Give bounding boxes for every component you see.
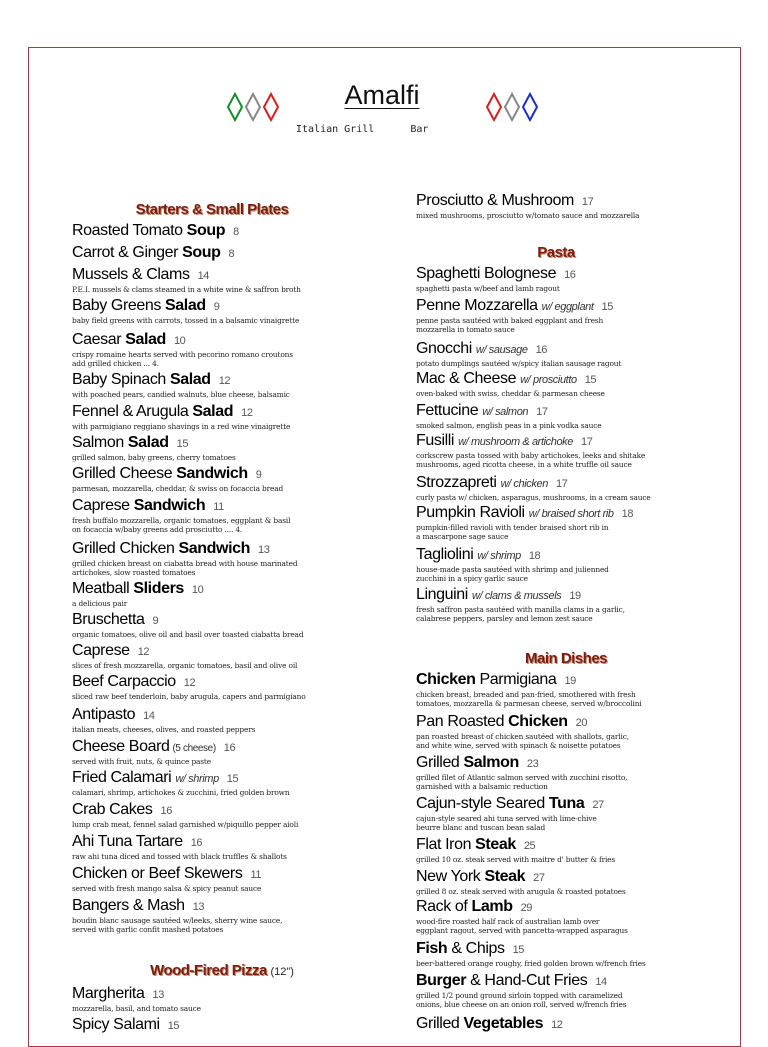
menu-item-name [72, 580, 372, 599]
menu-item-name [72, 985, 372, 1004]
menu-item [416, 546, 716, 583]
menu-item [72, 580, 372, 608]
menu-item-price: 15 [176, 438, 189, 450]
menu-item-price: 12 [218, 375, 231, 387]
menu-item-option: w/ salmon [482, 406, 529, 418]
section-heading-text: Pasta [537, 244, 575, 261]
menu-item-description: house-made pasta sautéed with shrimp and julienned zucchini in a spicy garlic sauce [416, 565, 609, 583]
menu-item-name-bold: Soup [182, 244, 221, 261]
menu-item [72, 611, 372, 639]
menu-item-name [72, 611, 372, 630]
menu-item-description: calamari, shrimp, artichokes & zucchini, fried golden brown [72, 788, 290, 797]
menu-item-name-text: Fettucine [416, 402, 479, 419]
menu-item-name-text: Margherita [72, 985, 145, 1002]
menu-item-description: spaghetti pasta w/beef and lamb ragout [416, 284, 560, 293]
menu-item-name [72, 865, 372, 884]
menu-item-description: penne pasta sautéed with baked eggplant and fresh mozzarella in tomato sauce [416, 316, 604, 334]
menu-item-price: 17 [581, 196, 594, 208]
menu-item-price: 20 [575, 717, 588, 729]
menu-item-name-text: Grilled Chicken [72, 540, 179, 557]
menu-item-name-text: Strozzapreti [416, 474, 497, 491]
menu-item-name-text: Fried Calamari [72, 769, 172, 786]
menu-item-name [416, 713, 716, 732]
menu-item-name-text: Caesar [72, 331, 126, 348]
menu-item-description: lump crab meat, fennel salad garnished w/piquillo pepper aioli [72, 820, 299, 829]
menu-item-name [72, 297, 372, 316]
menu-item-name-bold: Salad [125, 331, 166, 348]
menu-item-name [416, 432, 716, 451]
menu-item-name-text: Chicken or Beef Skewers [72, 865, 243, 882]
menu-item-description: P.E.I. mussels & clams steamed in a white wine & saffron broth [72, 285, 301, 294]
menu-item-name [416, 898, 716, 917]
menu-item [72, 865, 372, 893]
menu-item-name-bold: Steak [475, 836, 516, 853]
menu-item-description: cajun-style seared ahi tuna served with lime-chive beurre blanc and tuscan bean salad [416, 814, 597, 832]
menu-item-price: 10 [191, 584, 204, 596]
menu-item-name-text: & Hand-Cut Fries [466, 972, 588, 989]
menu-item [416, 504, 716, 541]
menu-item-name [416, 586, 716, 605]
menu-item-name-bold: Sliders [133, 580, 184, 597]
menu-item [72, 465, 372, 493]
menu-item-name [416, 1015, 716, 1034]
menu-item [416, 297, 716, 334]
menu-item [416, 474, 716, 502]
menu-item [72, 642, 372, 670]
menu-item [72, 833, 372, 861]
menu-item-name-bold: Steak [484, 868, 526, 885]
menu-item-description: served with fruit, nuts, & quince paste [72, 757, 211, 766]
menu-item-price: 25 [523, 840, 536, 852]
menu-item-option: w/ prosciutto [520, 374, 577, 386]
menu-item [72, 297, 372, 325]
menu-item-description: smoked salmon, english peas in a pink vodka sauce [416, 421, 602, 430]
menu-item-portion: (5 cheese) [172, 743, 216, 754]
menu-item [416, 898, 716, 935]
menu-item-name-text: Grilled [416, 754, 464, 771]
menu-item-name-text: Spaghetti Bolognese [416, 265, 557, 282]
menu-item-price: 11 [250, 869, 262, 881]
menu-item [416, 671, 716, 708]
menu-item-price: 12 [183, 677, 196, 689]
menu-item [416, 713, 716, 750]
menu-item-description: grilled 10 oz. steak served with maitre d' butter & fries [416, 855, 616, 864]
menu-item-price: 9 [213, 301, 220, 313]
restaurant-title: Amalfi [344, 80, 420, 110]
menu-item-name [416, 795, 716, 814]
menu-item-name [72, 222, 372, 241]
menu-item [416, 940, 716, 968]
menu-item-price: 16 [190, 837, 203, 849]
menu-item-description: pan roasted breast of chicken sautéed with shallots, garlic, and white wine, served with spinach & noisette potatoes [416, 732, 629, 750]
menu-item-name [72, 331, 372, 350]
menu-item-name-text: Grilled [416, 1015, 464, 1032]
menu-item-name-bold: Salad [165, 297, 206, 314]
menu-item-description: potato dumplings sautéed w/spicy italian sausage ragout [416, 359, 622, 368]
menu-item-price: 12 [551, 1019, 563, 1031]
menu-item-name-bold: Fish [416, 940, 448, 957]
section-heading-text: Main Dishes [524, 650, 608, 667]
menu-item-price: 12 [137, 646, 150, 658]
section-heading-text: Starters & Small Plates [135, 201, 289, 218]
menu-item [416, 1015, 716, 1034]
menu-item [72, 1016, 372, 1035]
menu-item-name-text: Roasted Tomato [72, 222, 187, 239]
menu-item-name [416, 671, 716, 690]
menu-item-name-text: Penne Mozzarella [416, 297, 538, 314]
menu-item-option: w/ clams & mussels [471, 590, 562, 602]
menu-item [416, 972, 716, 1009]
menu-item-description: fresh saffron pasta sautéed with manilla clams in a garlic, calabrese peppers, parsley and lemon zest sauce [416, 605, 625, 623]
menu-item-price: 14 [143, 710, 155, 722]
menu-item-name-text: Bangers & Mash [72, 897, 185, 914]
menu-item-name [416, 297, 716, 316]
menu-item-name-text: Grilled Cheese [72, 465, 177, 482]
menu-item-price: 16 [564, 269, 576, 281]
menu-item-description: boudin blanc sausage sautéed w/leeks, sherry wine sauce, served with garlic confit mashed potatoes [72, 916, 283, 934]
menu-item-name-text: Rack of [416, 898, 472, 915]
menu-item-name [72, 642, 372, 661]
menu-item-description: served with fresh mango salsa & spicy peanut sauce [72, 884, 262, 893]
menu-item-price: 11 [213, 501, 224, 513]
menu-item-price: 27 [533, 872, 545, 884]
menu-item-description: parmesan, mozzarella, cheddar, & swiss on focaccia bread [72, 484, 284, 493]
menu-item-name-bold: Sandwich [176, 465, 248, 482]
menu-item-name-text: Cajun-style Seared [416, 795, 549, 812]
menu-item-description: grilled salmon, baby greens, cherry tomatoes [72, 453, 236, 462]
menu-item-name-bold: Soup [186, 222, 226, 239]
menu-item-description: oven-baked with swiss, cheddar & parmesan cheese [416, 389, 605, 398]
menu-item [416, 192, 716, 220]
menu-item [72, 540, 372, 577]
menu-item [72, 985, 372, 1013]
menu-item-name [72, 540, 372, 559]
menu-item-price: 23 [526, 758, 539, 770]
menu-item-option: w/ chicken [500, 478, 548, 490]
menu-item-name [416, 546, 716, 565]
menu-item-name-bold: Salad [127, 434, 169, 451]
menu-item-price: 17 [581, 436, 593, 448]
menu-item-price: 16 [535, 344, 547, 356]
menu-item [416, 795, 716, 832]
menu-item [416, 836, 716, 864]
menu-item [72, 897, 372, 934]
menu-item-option: w/ shrimp [175, 773, 219, 785]
menu-item-name-text: Pan Roasted [416, 713, 509, 730]
menu-item-description: with parmigiano reggiano shavings in a red wine vinaigrette [72, 422, 291, 431]
menu-item-name [416, 836, 716, 855]
menu-item [416, 340, 716, 368]
menu-item-price: 13 [192, 901, 205, 913]
section-heading [112, 962, 332, 979]
menu-item [416, 370, 716, 398]
menu-item-name-text: Cheese Board [72, 738, 170, 755]
restaurant-subtitle: Italian Grill Bar [296, 124, 429, 135]
menu-item-name-text: Pumpkin Ravioli [416, 504, 525, 521]
menu-item-name-text: Prosciutto & Mushroom [416, 192, 574, 209]
menu-item-name [416, 868, 716, 887]
menu-item-name-text: Caprese [72, 642, 130, 659]
menu-item [72, 801, 372, 829]
menu-item-name [72, 801, 372, 820]
menu-item-name-text: Fennel & Arugula [72, 403, 193, 420]
menu-item-name-bold: Lamb [471, 898, 513, 915]
menu-item-name [72, 266, 372, 285]
menu-item-price: 19 [564, 675, 576, 687]
menu-item-name [416, 504, 716, 523]
menu-item [72, 706, 372, 734]
menu-item-option: w/ braised short rib [528, 508, 614, 520]
section-heading-text: Wood-Fired Pizza [150, 962, 267, 979]
menu-item-description: with poached pears, candied walnuts, blue cheese, balsamic [72, 390, 290, 399]
menu-item-price: 15 [512, 944, 525, 956]
menu-item-name [416, 192, 716, 211]
menu-item [416, 265, 716, 293]
menu-item-name-text: & Chips [447, 940, 505, 957]
menu-item-description: organic tomatoes, olive oil and basil over toasted ciabatta bread [72, 630, 304, 639]
menu-item-price: 14 [197, 270, 210, 282]
menu-item-name-bold: Burger [416, 972, 467, 989]
menu-item-description: a delicious pair [72, 599, 128, 608]
menu-item-name [72, 706, 372, 725]
menu-item-name-text: Mussels & Clams [72, 266, 190, 283]
menu-item-description: grilled filet of Atlantic salmon served with zucchini risotto, garnished with a balsamic reduction [416, 773, 628, 791]
menu-item-name [72, 497, 372, 516]
menu-item-price: 10 [173, 335, 186, 347]
menu-item-price: 12 [241, 407, 253, 419]
menu-item-name-text: Beef Carpaccio [72, 673, 176, 690]
menu-item-name-text: Mac & Cheese [416, 370, 517, 387]
menu-item-name-bold: Salad [169, 371, 211, 388]
menu-item-name [72, 769, 372, 788]
menu-item-name [72, 403, 372, 422]
menu-item-name-text: Antipasto [72, 706, 136, 723]
menu-item-price: 8 [233, 226, 239, 238]
menu-item-name-bold: Chicken [508, 713, 568, 730]
menu-item-name [72, 897, 372, 916]
menu-item-description: fresh buffalo mozzarella, organic tomatoes, eggplant & basil on focaccia w/baby greens add prosciutto .... 4. [72, 516, 291, 534]
menu-item-name [72, 1016, 372, 1035]
menu-item-name-bold: Sandwich [178, 540, 251, 557]
diamond-ornament-left [226, 92, 282, 122]
menu-item-name [416, 265, 716, 284]
menu-item [72, 738, 372, 766]
menu-item-name-text: Spicy Salami [72, 1016, 160, 1033]
menu-item [416, 586, 716, 623]
menu-item-name-text: Baby Spinach [72, 371, 170, 388]
menu-item-description: curly pasta w/ chicken, asparagus, mushrooms, in a cream sauce [416, 493, 651, 502]
menu-item-name-bold: Vegetables [463, 1015, 544, 1032]
menu-item-description: crispy romaine hearts served with pecorino romano croutons add grilled chicken ... 4. [72, 350, 293, 368]
menu-item [72, 371, 372, 399]
menu-item-name [416, 474, 716, 493]
menu-item [72, 331, 372, 368]
menu-item [416, 754, 716, 791]
menu-item-name [72, 738, 372, 757]
section-heading [466, 650, 666, 667]
menu-item-option: w/ mushroom & artichoke [458, 436, 573, 448]
menu-item-price: 18 [528, 550, 541, 562]
menu-item-name-text: Flat Iron [416, 836, 476, 853]
menu-item-name [416, 402, 716, 421]
menu-item-name-text: Tagliolini [416, 546, 474, 563]
menu-item-name-text: Fusilli [416, 432, 455, 449]
menu-item-name-text: Bruschetta [72, 611, 145, 628]
menu-item [72, 497, 372, 534]
menu-item-price: 16 [223, 742, 236, 754]
menu-item-description: baby field greens with carrots, tossed in a balsamic vinaigrette [72, 316, 300, 325]
menu-item-price: 15 [584, 374, 597, 386]
menu-item-name-bold: Tuna [548, 795, 585, 812]
menu-item-name [72, 434, 372, 453]
menu-item-price: 16 [160, 805, 172, 817]
menu-item-description: wood-fire roasted half rack of australian lamb over eggplant ragout, served with pancetta-wrapped asparagus [416, 917, 628, 935]
menu-item-name-text: Salmon [72, 434, 128, 451]
menu-item-description: pumpkin-filled ravioli with tender braised short rib in a mascarpone sage sauce [416, 523, 609, 541]
menu-item-name [416, 754, 716, 773]
menu-item-name-text: Meatball [72, 580, 134, 597]
menu-item-description: mixed mushrooms, prosciutto w/tomato sauce and mozzarella [416, 211, 640, 220]
menu-item-name [72, 465, 372, 484]
menu-item-name-text: Crab Cakes [72, 801, 153, 818]
menu-item-price: 15 [601, 301, 613, 313]
section-heading [466, 244, 646, 261]
menu-item-description: mozzarella, basil, and tomato sauce [72, 1004, 201, 1013]
menu-item [72, 434, 372, 462]
menu-item-option: w/ eggplant [541, 301, 594, 313]
menu-item-name [416, 940, 716, 959]
menu-item-price: 17 [536, 406, 548, 418]
menu-item-description: grilled chicken breast on ciabatta bread with house marinated artichokes, slow roasted tomatoes [72, 559, 298, 577]
menu-item-description: sliced raw beef tenderloin, baby arugula, capers and parmigiano [72, 692, 306, 701]
menu-item-name-text: Baby Greens [72, 297, 166, 314]
menu-item-name-text: Gnocchi [416, 340, 472, 357]
menu-item-price: 8 [228, 248, 235, 260]
menu-item-name-text: Caprese [72, 497, 134, 514]
menu-item-price: 13 [258, 544, 270, 556]
menu-item-name-bold: Chicken [416, 671, 476, 688]
menu-item-price: 15 [167, 1020, 180, 1032]
menu-item-name [416, 370, 716, 389]
menu-item-description: beer-battered orange roughy, fried golden brown w/french fries [416, 959, 646, 968]
menu-item [72, 403, 372, 431]
menu-item-price: 17 [555, 478, 568, 490]
menu-item-description: italian meats, cheeses, olives, and roasted peppers [72, 725, 256, 734]
menu-item-name [72, 833, 372, 852]
menu-item-name-text: New York [416, 868, 485, 885]
menu-item-option: w/ sausage [475, 344, 528, 356]
menu-item [72, 222, 372, 241]
menu-item [72, 673, 372, 701]
menu-item-name-bold: Salad [192, 403, 234, 420]
menu-item-price: 27 [592, 799, 604, 811]
menu-item-price: 9 [255, 469, 262, 481]
menu-item-price: 14 [595, 976, 607, 988]
menu-item-description: grilled 8 oz. steak served with arugula & roasted potatoes [416, 887, 626, 896]
section-heading [92, 201, 332, 218]
menu-item-name [72, 673, 372, 692]
menu-item-description: grilled 1/2 pound ground sirloin topped with caramelized onions, blue cheese on an onion roll, served w/french fries [416, 991, 627, 1009]
menu-item-price: 19 [569, 590, 581, 602]
menu-item-name-bold: Sandwich [133, 497, 206, 514]
menu-item [416, 868, 716, 896]
menu-item [72, 266, 372, 294]
menu-item [416, 432, 716, 469]
menu-item-price: 13 [152, 989, 164, 1001]
menu-item-name-text: Linguini [416, 586, 468, 603]
menu-item-name-text: Carrot & Ginger [72, 244, 183, 261]
menu-item-description: raw ahi tuna diced and tossed with black truffles & shallots [72, 852, 287, 861]
menu-item [72, 769, 372, 797]
section-heading-size: (12") [270, 966, 294, 978]
menu-item-name [416, 972, 716, 991]
menu-item-name-text: Ahi Tuna Tartare [72, 833, 183, 850]
menu-item-option: w/ shrimp [477, 550, 521, 562]
menu-item-name [72, 371, 372, 390]
menu-item-name-text: Parmigiana [475, 671, 557, 688]
menu-item-description: slices of fresh mozzarella, organic tomatoes, basil and olive oil [72, 661, 298, 670]
diamond-ornament-right [485, 92, 541, 122]
menu-item-name [72, 244, 372, 263]
menu-item-price: 15 [226, 773, 239, 785]
menu-item [72, 244, 372, 263]
menu-item-price: 9 [152, 615, 159, 627]
menu-item-description: corkscrew pasta tossed with baby artichokes, leeks and shitake mushrooms, aged ricotta cheese, in a white truffle oil sauce [416, 451, 646, 469]
menu-item-price: 29 [520, 902, 533, 914]
menu-item-name [416, 340, 716, 359]
menu-item-description: chicken breast, breaded and pan-fried, smothered with fresh tomatoes, mozzarella & parmesan cheese, served w/broccolini [416, 690, 642, 708]
menu-item-price: 18 [621, 508, 634, 520]
menu-item-name-bold: Salmon [463, 754, 519, 771]
menu-item [416, 402, 716, 430]
